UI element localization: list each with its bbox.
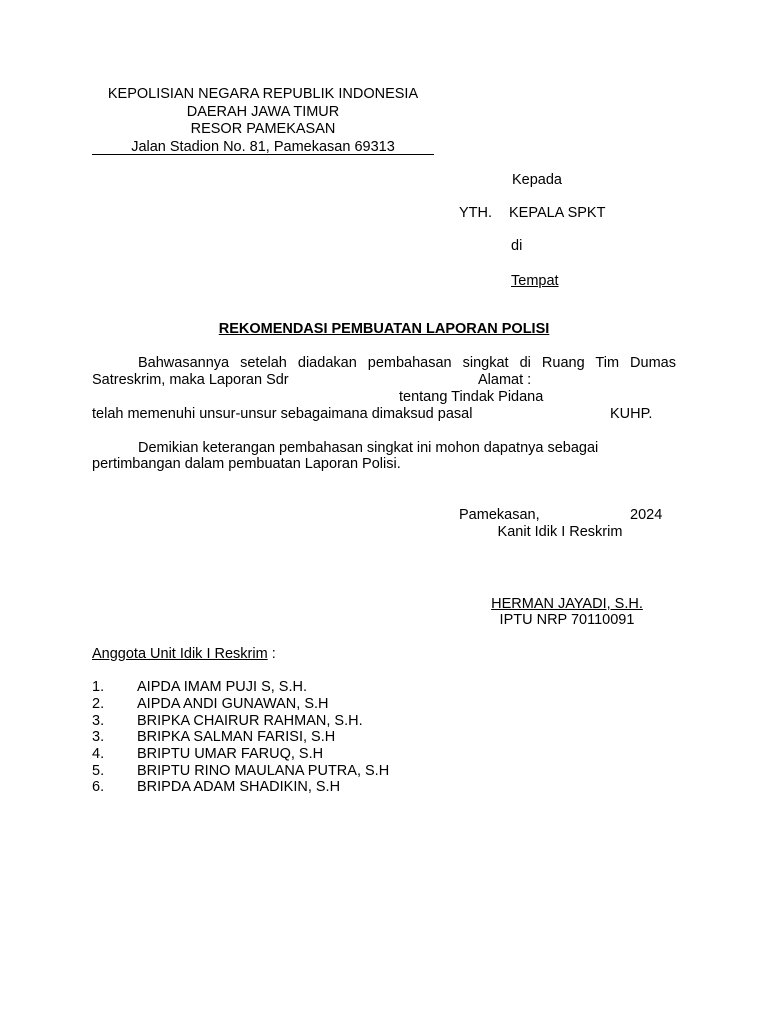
recipient-name: KEPALA SPKT [509,205,606,221]
body-paragraph-1-line-4b: KUHP. [610,406,653,422]
member-number: 1. [92,679,105,695]
body-paragraph-2-line-1: Demikian keterangan pembahasan singkat ini mohon dapatnya sebagai [138,440,599,456]
member-name: BRIPTU UMAR FARUQ, S.H [137,746,324,762]
document-title: REKOMENDASI PEMBUATAN LAPORAN POLISI [218,321,550,337]
recipient-kepada: Kepada [512,172,562,188]
members-heading-colon: : [267,646,276,662]
letterhead-institution: KEPOLISIAN NEGARA REPUBLIK INDONESIA [107,86,419,102]
member-number: 6. [92,779,105,795]
members-heading [92,646,276,663]
signature-year: 2024 [630,507,663,523]
member-number: 5. [92,763,105,779]
body-paragraph-1-line-4a: telah memenuhi unsur-unsur sebagaimana dimaksud pasal [92,406,473,422]
recipient-di: di [511,238,523,254]
member-name: BRIPKA CHAIRUR RAHMAN, S.H. [137,713,363,729]
member-name: BRIPTU RINO MAULANA PUTRA, S.H [137,763,390,779]
letterhead-address: Jalan Stadion No. 81, Pamekasan 69313 [131,138,395,155]
member-number: 3. [92,713,105,729]
signature-rank-nrp: IPTU NRP 70110091 [499,612,635,628]
member-name: AIPDA IMAM PUJI S, S.H. [137,679,308,695]
member-name: AIPDA ANDI GUNAWAN, S.H [137,696,329,712]
letterhead [92,86,434,156]
recipient-tempat: Tempat [511,273,559,289]
recipient-yth: YTH. [459,205,493,221]
signature-place: Pamekasan, [459,507,540,523]
body-paragraph-2-line-2: pertimbangan dalam pembuatan Laporan Polisi. [92,456,401,472]
letterhead-divider [92,154,434,155]
body-paragraph-1-line-2b: Alamat : [478,372,532,388]
body-paragraph-1-line-3: tentang Tindak Pidana [399,389,544,405]
member-number: 3. [92,729,105,745]
signature-name: HERMAN JAYADI, S.H. [491,596,643,612]
member-number: 4. [92,746,105,762]
member-name: BRIPDA ADAM SHADIKIN, S.H [137,779,341,795]
member-number: 2. [92,696,105,712]
signature-position: Kanit Idik I Reskrim [497,524,623,540]
member-name: BRIPKA SALMAN FARISI, S.H [137,729,336,745]
body-paragraph-1-line-1: Bahwasannya setelah diadakan pembahasan singkat di Ruang Tim Dumas [138,355,676,371]
body-paragraph-1-line-2a: Satreskrim, maka Laporan Sdr [92,372,289,388]
letterhead-region: DAERAH JAWA TIMUR [186,103,340,120]
members-heading-label: Anggota Unit Idik I Reskrim [92,646,268,662]
letterhead-resort: RESOR PAMEKASAN [190,121,336,137]
